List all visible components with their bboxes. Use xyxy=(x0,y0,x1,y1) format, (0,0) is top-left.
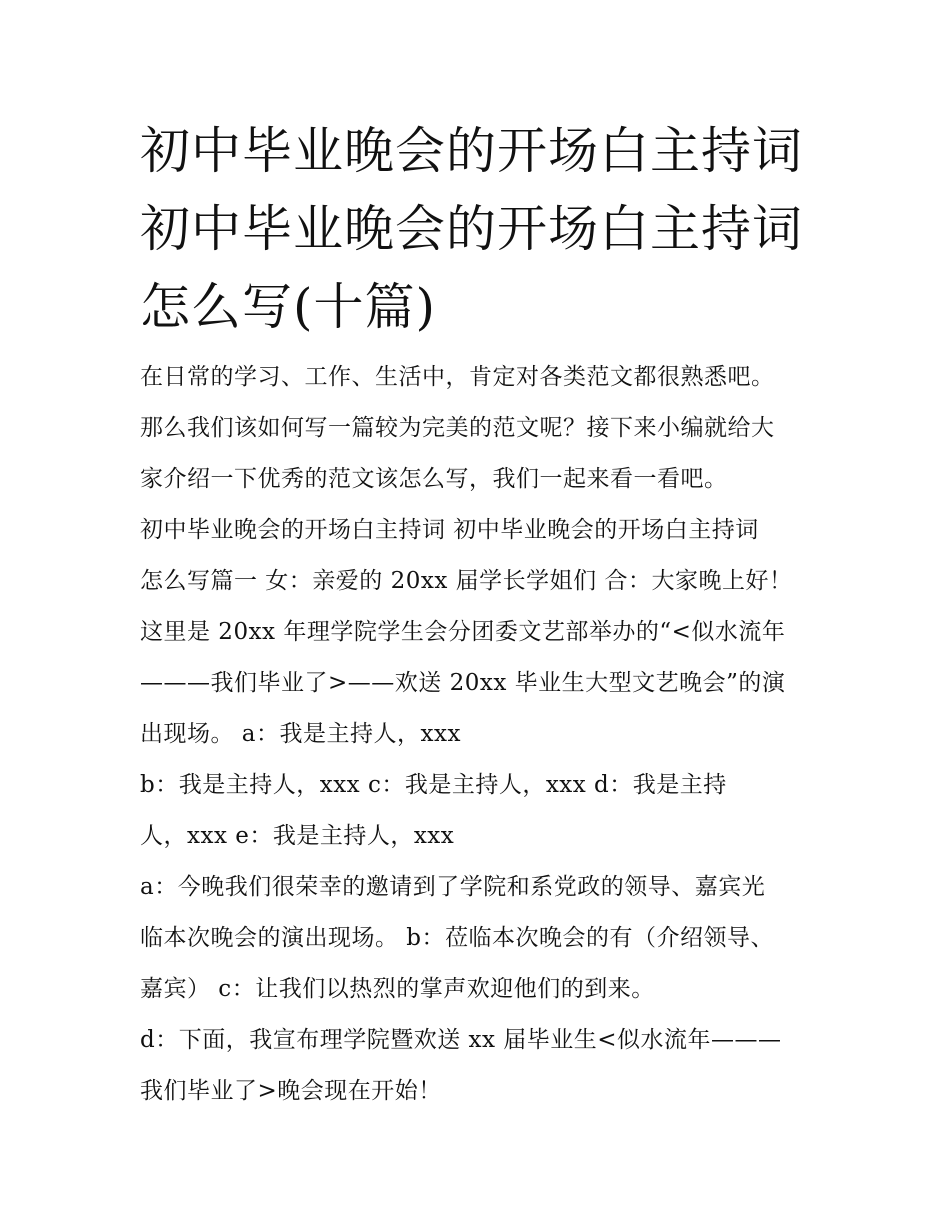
body-line: 我们毕业了>晚会现在开始！ xyxy=(140,1078,442,1104)
body-line: 这里是 20xx 年理学院学生会分团委文艺部举办的“<似水流年 xyxy=(140,619,786,645)
title-line: 初中毕业晚会的开场白主持词 xyxy=(140,200,803,258)
title-line: 初中毕业晚会的开场白主持词 xyxy=(140,122,803,180)
title-line: 怎么写(十篇) xyxy=(140,278,437,336)
body-line: ———我们毕业了>——欢送 20xx 毕业生大型文艺晚会”的演 xyxy=(140,670,786,696)
body-line: 出现场。 a：我是主持人，xxx xyxy=(140,721,461,747)
body-line: 在日常的学习、工作、生活中，肯定对各类范文都很熟悉吧。 xyxy=(140,364,775,390)
body-line: d：下面，我宣布理学院暨欢送 xx 届毕业生<似水流年——— xyxy=(140,1027,782,1053)
body-line: 临本次晚会的演出现场。 b：莅临本次晚会的有（介绍领导、 xyxy=(140,925,775,951)
body-line: 那么我们该如何写一篇较为完美的范文呢？接下来小编就给大 xyxy=(140,415,775,441)
document-title xyxy=(140,112,840,346)
body-line: a：今晚我们很荣幸的邀请到了学院和系党政的领导、嘉宾光 xyxy=(140,874,766,900)
body-line: 家介绍一下优秀的范文该怎么写，我们一起来看一看吧。 xyxy=(140,466,728,492)
body-line: 怎么写篇一 女：亲爱的 20xx 届学长学姐们 合：大家晚上好！ xyxy=(140,568,793,594)
body-line: b：我是主持人，xxx c：我是主持人，xxx d：我是主持 xyxy=(140,772,727,798)
document-body xyxy=(140,352,830,1117)
body-line: 初中毕业晚会的开场白主持词 初中毕业晚会的开场白主持词 xyxy=(140,517,759,543)
body-line: 嘉宾） c：让我们以热烈的掌声欢迎他们的到来。 xyxy=(140,976,655,1002)
body-line: 人，xxx e：我是主持人，xxx xyxy=(140,823,455,849)
